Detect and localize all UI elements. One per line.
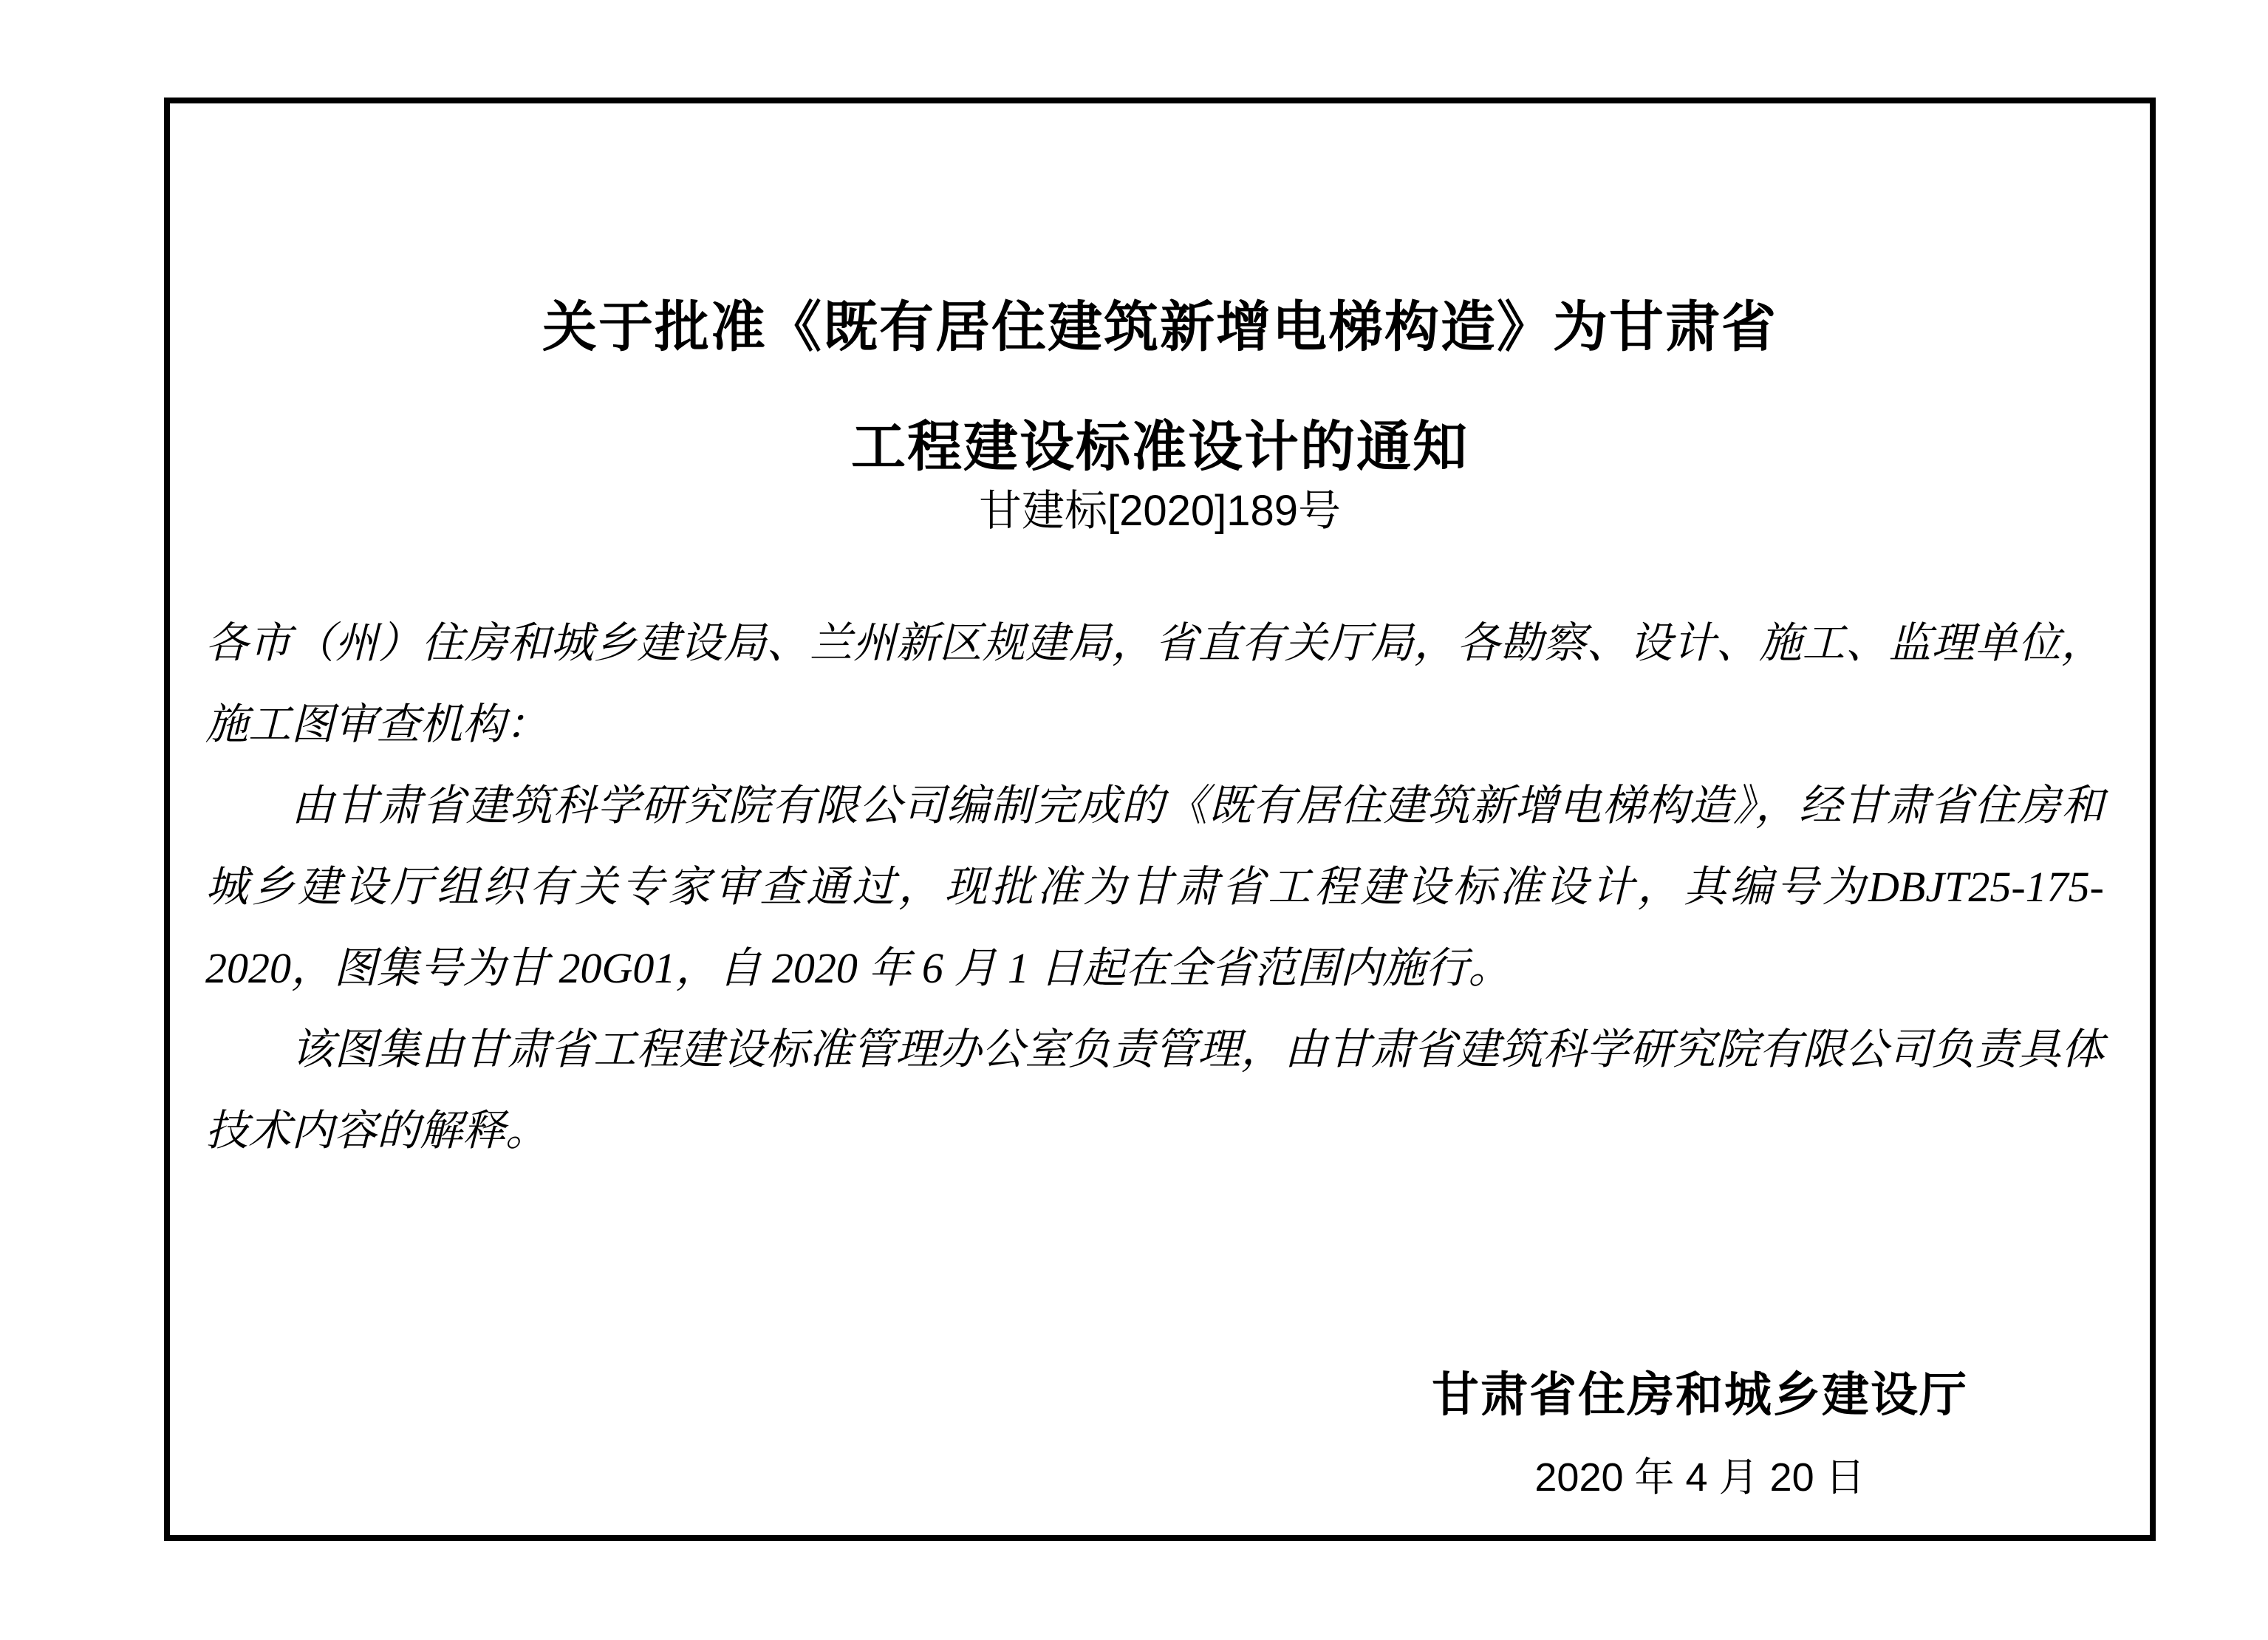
signature-block [1432, 1368, 1968, 1500]
doc-number: 甘建标[2020]189号 [978, 487, 1342, 535]
title-line-2: 工程建设标准设计的通知 [851, 416, 1469, 477]
paragraph-recipients: 各市（州）住房和城乡建设局、兰州新区规建局，省直有关厅局，各勘察、设计、施工、监理单位，施工图审查机构： [205, 619, 2104, 748]
paragraph-management: 该图集由甘肃省工程建设标准管理办公室负责管理，由甘肃省建筑科学研究院有限公司负责具体技术内容的解释。 [205, 1025, 2104, 1155]
issuing-authority: 甘肃省住房和城乡建设厅 [1432, 1368, 1968, 1421]
document-frame [164, 98, 2156, 1541]
notice-title [170, 267, 2150, 507]
paragraph-approval: 由甘肃省建筑科学研究院有限公司编制完成的《既有居住建筑新增电梯构造》，经甘肃省住房和城乡建设厅组织有关专家审查通过，现批准为甘肃省工程建设标准设计，其编号为DBJT25-175-2020，图集号为甘 20G01，自 2020 年 6 月 1 日起在全省范围内施行。 [205, 782, 2104, 992]
issue-date: 2020 年 4 月 20 日 [1534, 1455, 1865, 1500]
title-line-1: 关于批准《既有居住建筑新增电梯构造》为甘肃省 [542, 296, 1777, 358]
notice-body [205, 603, 2104, 1172]
